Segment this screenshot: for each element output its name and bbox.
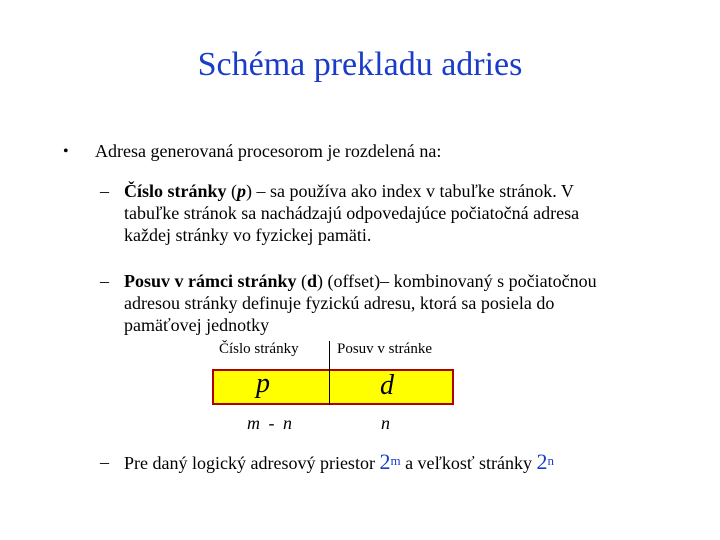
power-base: 2 — [379, 449, 391, 474]
power-exponent-m: m — [390, 453, 401, 468]
paren-open: ( — [226, 181, 238, 201]
bullet-text: Adresa generovaná procesorom je rozdelená na: — [95, 141, 442, 161]
term-offset: Posuv v rámci stránky — [124, 271, 297, 291]
slide-title: Schéma prekladu adries — [197, 46, 523, 83]
address-space-text: Pre daný logický adresový priestor — [124, 453, 380, 473]
label-page-number: Číslo stránky — [219, 341, 299, 357]
power-2n — [537, 449, 555, 474]
symbol-p: p — [237, 181, 247, 201]
page-size-text: a veľkosť stránky — [400, 453, 537, 473]
paren-open: ( — [296, 271, 307, 291]
address-cell-p: p — [256, 368, 270, 399]
address-cell-d: d — [380, 370, 394, 401]
sub-item-offset — [100, 270, 620, 336]
description-page-number: – sa používa ako index v tabuľke stránok. V tabuľke stránok sa nachádzajú odpovedajúce počiatočná adresa každej stránky vo fyzickej pamäti. — [124, 181, 580, 245]
dash-marker: – — [100, 271, 109, 291]
label-page-offset: Posuv v stránke — [337, 341, 432, 357]
dash-marker: – — [100, 452, 109, 472]
paren-close: ) — [246, 181, 253, 201]
bullet-dot: • — [63, 143, 69, 160]
sub-item-page-number — [100, 180, 620, 246]
address-box — [212, 369, 454, 405]
address-box-divider — [329, 369, 330, 405]
power-base: 2 — [536, 449, 548, 474]
sub-item-address-space — [100, 451, 620, 474]
bits-page-number: m - n — [247, 413, 294, 433]
label-divider — [329, 341, 330, 369]
power-exponent-n: n — [547, 453, 555, 468]
dash-marker: – — [100, 181, 109, 201]
symbol-d: d — [307, 271, 318, 291]
bits-offset: n — [381, 413, 390, 433]
term-page-number: Číslo stránky — [124, 181, 227, 201]
description-offset: (offset)– kombinovaný s počiatočnou adresou stránky definuje fyzickú adresu, ktorá sa posiela do pamäťovej jednotky — [124, 271, 597, 335]
power-2m — [379, 449, 400, 474]
paren-close: ) — [317, 271, 324, 291]
